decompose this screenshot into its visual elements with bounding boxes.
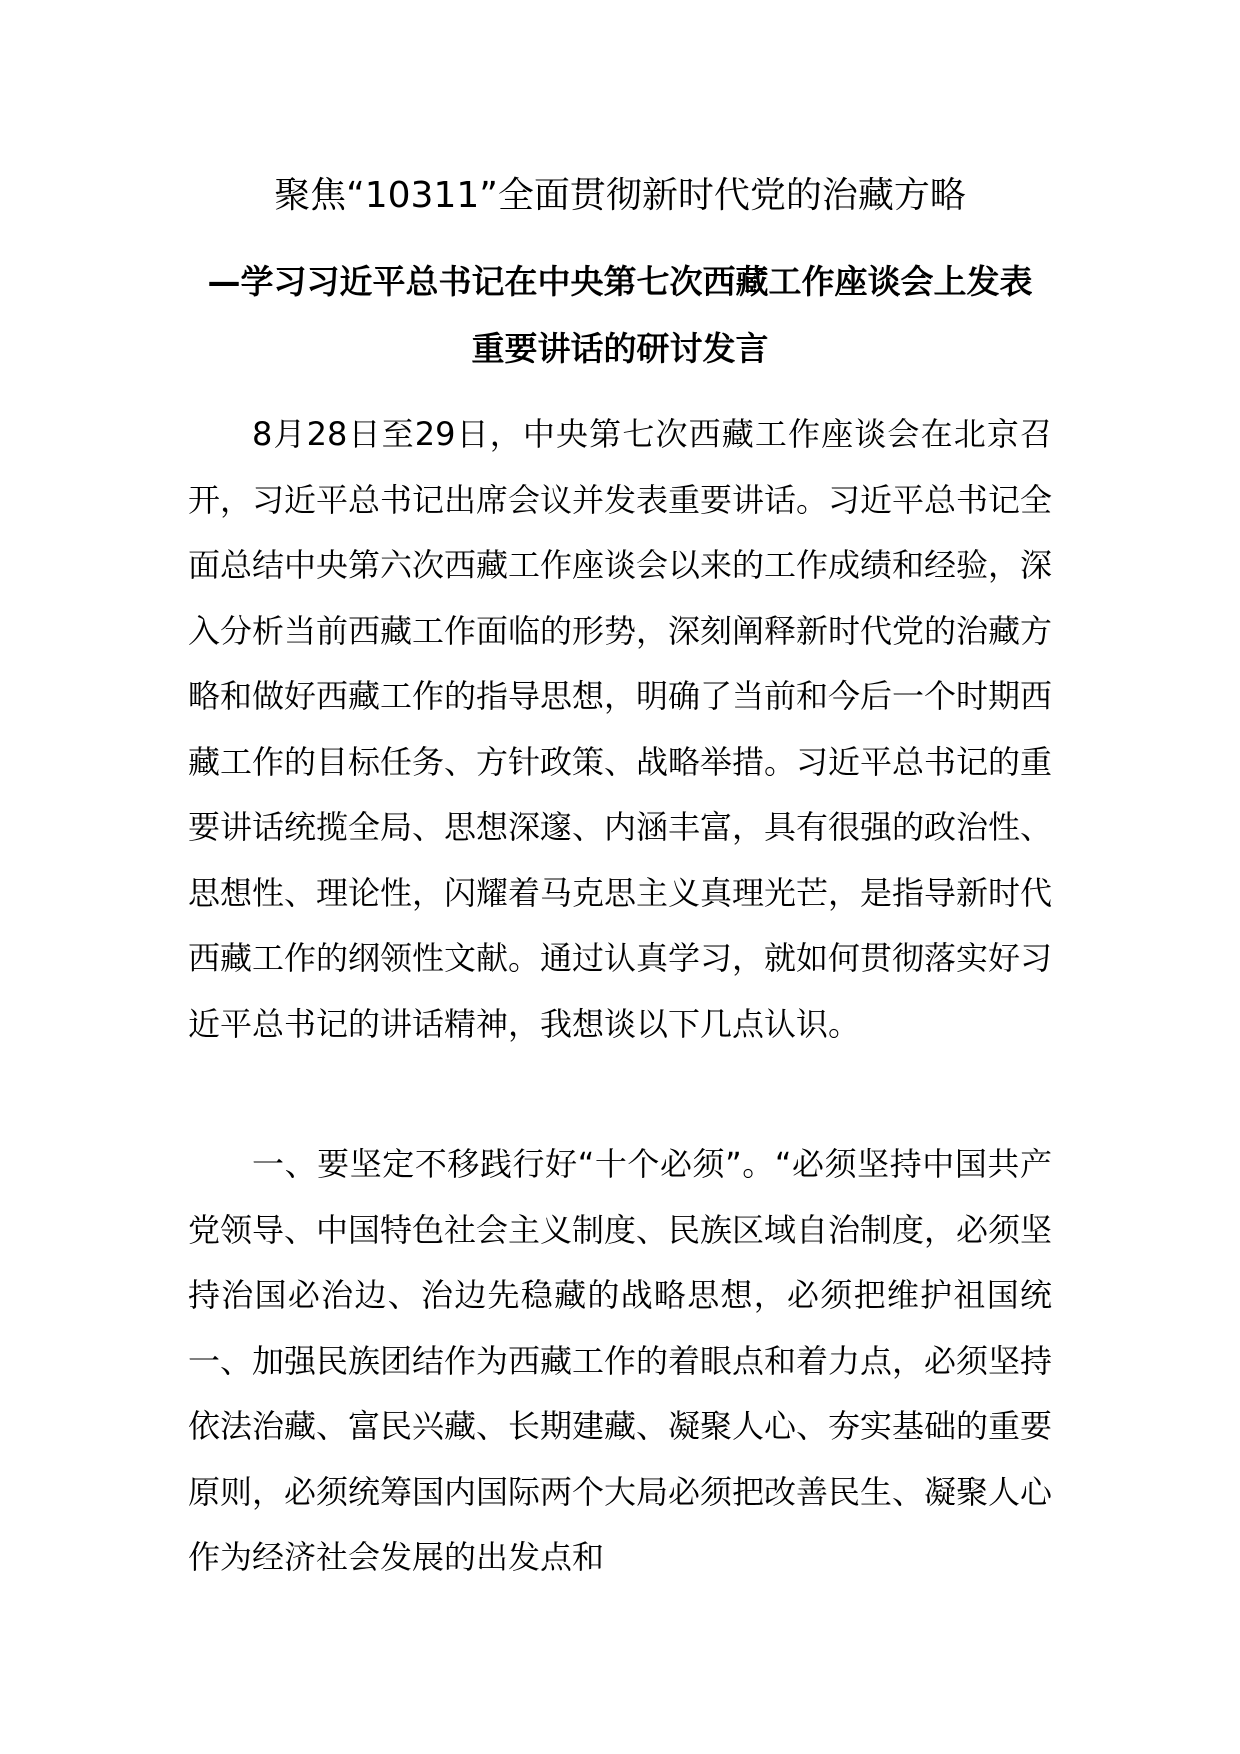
body-paragraph-1: 8月28日至29日，中央第七次西藏工作座谈会在北京召开，习近平总书记出席会议并发表重要讲话。习近平总书记全面总结中央第六次西藏工作座谈会以来的工作成绩和经验，深入分析当前西藏工作面临的形势，深刻阐释新时代党的治藏方略和做好西藏工作的指导思想，明确了当前和今后一个时期西藏工作的目标任务、方针政策、战略举措。习近平总书记的重要讲话统揽全局、思想深邃、内涵丰富，具有很强的政治性、思想性、理论性，闪耀着马克思主义真理光芒，是指导新时代西藏工作的纲领性文献。通过认真学习，就如何贯彻落实好习近平总书记的讲话精神，我想谈以下几点认识。: [188, 415, 1053, 1043]
document-subtitle-line-2: 重要讲话的研讨发言: [471, 329, 769, 368]
body-paragraph-2: 一、要坚定不移践行好“十个必须”。“必须坚持中国共产党领导、中国特色社会主义制度、民族区域自治制度，必须坚持治国必治边、治边先稳藏的战略思想，必须把维护祖国统一、加强民族团结作为西藏工作的着眼点和着力点，必须坚持依法治藏、富民兴藏、长期建藏、凝聚人心、夯实基础的重要原则，必须统筹国内国际两个大局必须把改善民生、凝聚人心作为经济社会发展的出发点和: [188, 1145, 1053, 1576]
document-title: 聚焦“10311”全面贯彻新时代党的治藏方略: [274, 175, 966, 216]
document-subtitle-line-1: —学习习近平总书记在中央第七次西藏工作座谈会上发表: [207, 262, 1033, 301]
